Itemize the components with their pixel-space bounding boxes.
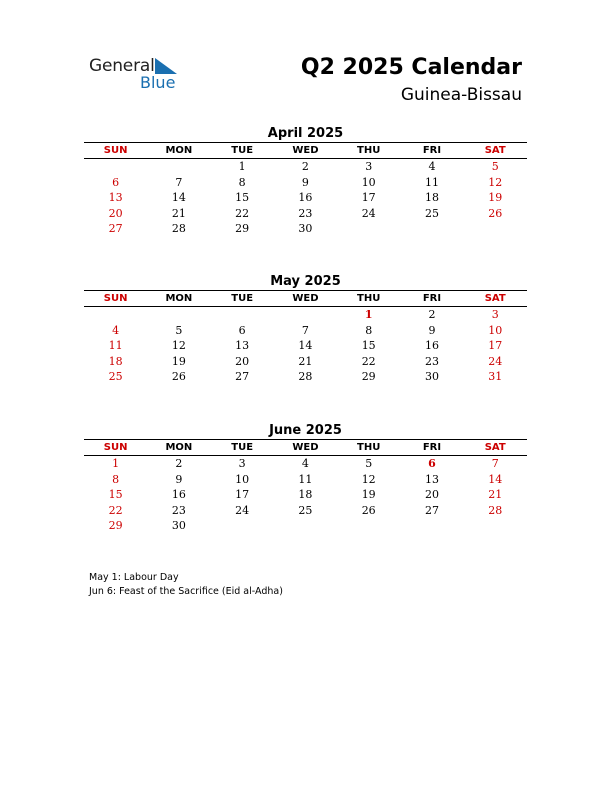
week-row bbox=[84, 323, 527, 339]
day-cell: 21 bbox=[298, 354, 313, 368]
logo-word-general: General bbox=[89, 56, 155, 76]
week-row bbox=[84, 175, 527, 191]
day-cell: 20 bbox=[424, 488, 439, 501]
day-cell: 25 bbox=[298, 503, 313, 517]
day-cell: 25 bbox=[424, 206, 439, 220]
day-cell: 15 bbox=[108, 488, 123, 501]
day-cell: 6 bbox=[112, 175, 120, 189]
day-cell: 11 bbox=[108, 339, 123, 352]
day-cell: 24 bbox=[361, 206, 376, 220]
weekday-header bbox=[84, 440, 527, 455]
month-april bbox=[84, 125, 527, 237]
day-cell: 13 bbox=[424, 472, 439, 486]
day-cell: 18 bbox=[424, 191, 439, 204]
week-row bbox=[84, 354, 527, 370]
day-cell: 15 bbox=[361, 339, 376, 352]
day-cell: 15 bbox=[235, 191, 250, 204]
weekday-label: SUN bbox=[103, 145, 128, 156]
weekday-label: MON bbox=[165, 145, 193, 156]
weekday-label: TUE bbox=[231, 293, 254, 304]
weekday-label: FRI bbox=[422, 293, 442, 304]
day-cell: 14 bbox=[171, 191, 186, 204]
day-cell: 18 bbox=[298, 488, 313, 501]
weekday-label: THU bbox=[357, 145, 381, 156]
day-cell: 7 bbox=[175, 175, 183, 189]
day-cell: 12 bbox=[171, 339, 186, 352]
weekday-label: THU bbox=[357, 442, 381, 453]
holiday-note: May 1: Labour Day bbox=[89, 572, 179, 583]
day-cell: 7 bbox=[491, 457, 499, 470]
day-cell: 28 bbox=[171, 222, 186, 235]
day-cell: 9 bbox=[175, 472, 183, 486]
day-cell: 23 bbox=[171, 503, 186, 517]
day-cell: 28 bbox=[298, 370, 313, 383]
day-cell: 23 bbox=[298, 206, 313, 220]
day-cell: 8 bbox=[365, 323, 373, 337]
day-cell: 11 bbox=[298, 472, 313, 486]
weekday-label: SUN bbox=[103, 293, 128, 304]
holiday-notes bbox=[89, 571, 283, 599]
day-cell: 26 bbox=[361, 503, 376, 517]
day-cell: 10 bbox=[235, 472, 250, 486]
weekday-label: WED bbox=[292, 442, 319, 453]
month-title: June 2025 bbox=[269, 423, 342, 438]
day-cell: 9 bbox=[301, 175, 309, 189]
day-cell: 13 bbox=[108, 191, 123, 204]
day-cell: 30 bbox=[424, 370, 439, 383]
day-cell: 27 bbox=[424, 503, 439, 517]
day-cell: 1 bbox=[112, 457, 120, 470]
empty-day-cell bbox=[274, 518, 337, 534]
empty-day-cell bbox=[211, 307, 274, 323]
day-cell: 22 bbox=[235, 206, 250, 220]
day-cell: 22 bbox=[361, 354, 376, 368]
empty-day-cell bbox=[274, 307, 337, 323]
day-cell: 2 bbox=[428, 308, 436, 321]
weekday-header bbox=[84, 143, 527, 158]
page-title: Q2 2025 Calendar bbox=[300, 55, 522, 80]
empty-day-cell bbox=[464, 221, 527, 237]
day-cell: 3 bbox=[491, 308, 499, 321]
day-cell: 24 bbox=[235, 503, 250, 517]
weekday-header bbox=[84, 291, 527, 306]
day-cell: 19 bbox=[488, 191, 503, 204]
weekday-label: TUE bbox=[231, 145, 254, 156]
week-row bbox=[84, 472, 527, 488]
weekday-label: TUE bbox=[231, 442, 254, 453]
day-cell: 23 bbox=[424, 354, 439, 368]
day-cell: 12 bbox=[488, 175, 503, 189]
week-row bbox=[84, 221, 527, 237]
empty-day-cell bbox=[400, 518, 463, 534]
day-cell: 25 bbox=[108, 370, 123, 383]
day-cell: 5 bbox=[175, 323, 183, 337]
weekday-label: SAT bbox=[484, 442, 506, 453]
day-cell: 29 bbox=[235, 222, 250, 235]
month-title: May 2025 bbox=[270, 274, 341, 289]
day-cell: 4 bbox=[301, 457, 309, 470]
week-row bbox=[84, 206, 527, 222]
day-cell: 29 bbox=[361, 370, 376, 383]
day-cell: 20 bbox=[108, 206, 123, 220]
day-cell: 4 bbox=[428, 160, 436, 173]
day-cell: 1 bbox=[238, 160, 246, 173]
generalblue-logo bbox=[89, 56, 189, 96]
day-cell: 30 bbox=[298, 222, 313, 235]
day-cell: 21 bbox=[488, 488, 503, 501]
day-cell: 1 bbox=[364, 308, 373, 321]
day-cell: 29 bbox=[108, 519, 123, 532]
empty-day-cell bbox=[400, 221, 463, 237]
holiday-note: Jun 6: Feast of the Sacrifice (Eid al-Adha) bbox=[89, 586, 283, 597]
day-cell: 16 bbox=[298, 191, 313, 204]
day-cell: 4 bbox=[112, 323, 120, 337]
day-cell: 21 bbox=[171, 206, 186, 220]
empty-day-cell bbox=[147, 159, 210, 175]
day-cell: 31 bbox=[488, 370, 503, 383]
logo-triangle-icon bbox=[155, 58, 177, 74]
week-row bbox=[84, 338, 527, 354]
empty-day-cell bbox=[337, 221, 400, 237]
day-cell: 17 bbox=[361, 191, 376, 204]
logo-word-blue: Blue bbox=[140, 73, 176, 92]
weekday-label: THU bbox=[357, 293, 381, 304]
weekday-label: WED bbox=[292, 293, 319, 304]
day-cell: 11 bbox=[424, 175, 439, 189]
day-cell: 17 bbox=[488, 339, 503, 352]
empty-day-cell bbox=[337, 518, 400, 534]
day-cell: 19 bbox=[361, 488, 376, 501]
day-cell: 30 bbox=[171, 519, 186, 532]
day-cell: 10 bbox=[361, 175, 376, 189]
weekday-label: SAT bbox=[484, 145, 506, 156]
day-cell: 18 bbox=[108, 354, 123, 368]
day-cell: 2 bbox=[301, 160, 309, 173]
day-cell: 2 bbox=[175, 457, 183, 470]
day-cell: 26 bbox=[171, 370, 186, 383]
day-cell: 6 bbox=[428, 457, 436, 470]
day-cell: 13 bbox=[235, 339, 250, 352]
day-cell: 8 bbox=[112, 472, 120, 486]
weekday-label: SAT bbox=[484, 293, 506, 304]
day-cell: 8 bbox=[238, 175, 246, 189]
week-row bbox=[84, 190, 527, 206]
day-cell: 3 bbox=[238, 457, 246, 470]
weekday-label: SUN bbox=[103, 442, 128, 453]
weekday-label: FRI bbox=[422, 145, 442, 156]
country-subtitle: Guinea-Bissau bbox=[400, 85, 522, 105]
day-cell: 28 bbox=[488, 503, 503, 517]
day-cell: 17 bbox=[235, 488, 250, 501]
day-cell: 19 bbox=[171, 354, 186, 368]
day-cell: 20 bbox=[235, 354, 250, 368]
empty-day-cell bbox=[147, 307, 210, 323]
weekday-label: FRI bbox=[422, 442, 442, 453]
day-cell: 5 bbox=[365, 457, 373, 470]
week-row bbox=[84, 159, 527, 175]
week-row bbox=[84, 369, 527, 385]
week-row bbox=[84, 503, 527, 519]
day-cell: 24 bbox=[488, 354, 503, 368]
day-cell: 27 bbox=[235, 370, 250, 383]
weekday-label: WED bbox=[292, 145, 319, 156]
month-title: April 2025 bbox=[267, 126, 344, 141]
day-cell: 22 bbox=[108, 503, 123, 517]
day-cell: 12 bbox=[361, 472, 376, 486]
day-cell: 3 bbox=[365, 160, 373, 173]
day-cell: 14 bbox=[298, 339, 313, 352]
day-cell: 7 bbox=[301, 323, 309, 337]
day-cell: 6 bbox=[238, 323, 246, 337]
weekday-label: MON bbox=[165, 442, 193, 453]
week-row bbox=[84, 518, 527, 534]
day-cell: 5 bbox=[491, 160, 499, 173]
weekday-label: MON bbox=[165, 293, 193, 304]
empty-day-cell bbox=[84, 307, 147, 323]
day-cell: 27 bbox=[108, 222, 123, 235]
day-cell: 10 bbox=[488, 323, 503, 337]
day-cell: 16 bbox=[424, 339, 439, 352]
day-cell: 9 bbox=[428, 323, 436, 337]
empty-day-cell bbox=[84, 159, 147, 175]
empty-day-cell bbox=[464, 518, 527, 534]
month-june bbox=[84, 422, 527, 534]
week-row bbox=[84, 307, 527, 323]
week-row bbox=[84, 456, 527, 472]
month-may bbox=[84, 273, 527, 385]
empty-day-cell bbox=[211, 518, 274, 534]
day-cell: 16 bbox=[171, 488, 186, 501]
week-row bbox=[84, 487, 527, 503]
day-cell: 14 bbox=[488, 472, 503, 486]
day-cell: 26 bbox=[488, 206, 503, 220]
